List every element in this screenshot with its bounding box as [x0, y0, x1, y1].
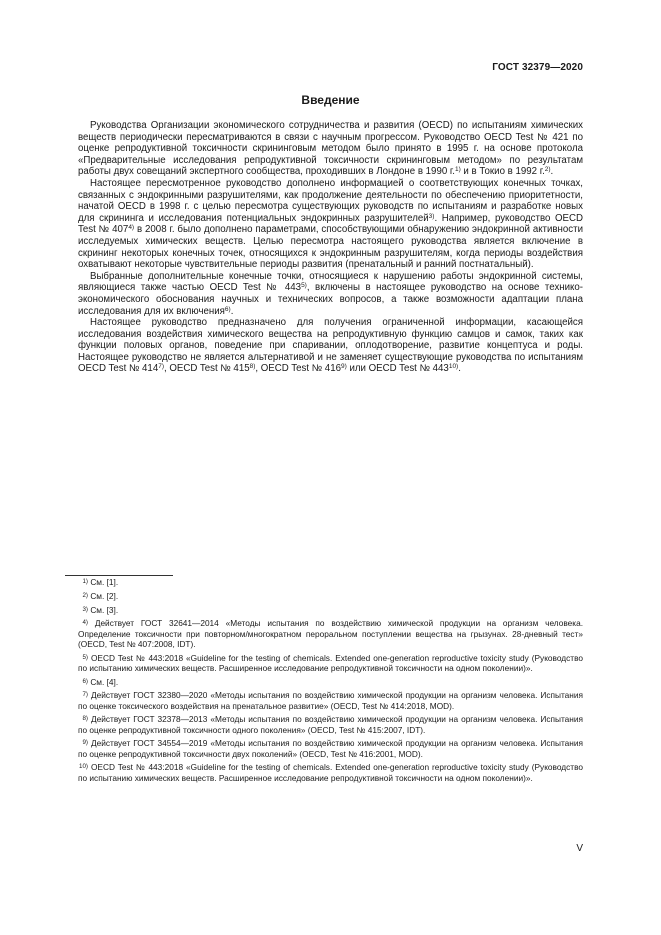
page-number: V — [576, 843, 583, 854]
paragraph — [78, 271, 583, 317]
footnote — [78, 618, 583, 649]
footnote-ref[interactable]: 1) — [454, 166, 461, 174]
footnote — [78, 591, 583, 601]
paragraph — [78, 120, 583, 178]
footnote-mark: 5) — [82, 653, 88, 661]
section-title: Введение — [301, 93, 360, 107]
footnote — [78, 762, 583, 782]
paragraph-text: . — [550, 166, 554, 178]
paragraph-text: . — [230, 305, 234, 317]
footnote-text: Действует ГОСТ 34554—2019 «Методы испытания по воздействию химической продукции на организм человека. Испытания по оценке репродуктивной токсичности двух поколений» (OECD, Test № 416:2001, MOD). — [78, 738, 583, 759]
footnote — [78, 714, 583, 734]
footnote-ref[interactable]: 5) — [301, 282, 307, 290]
footnote-text: OECD Test № 443:2018 «Guideline for the testing of chemicals. Extended one-generation reproductive toxicity study (Руководство по испытанию химических веществ. Расширенное исследование репродуктивной токсичности на одном поколении)». — [78, 652, 583, 673]
paragraph-text: . — [458, 363, 461, 375]
footnotes — [78, 577, 583, 786]
paragraph-text: или OECD Test № 443 — [346, 363, 449, 375]
paragraph-text: , OECD Test № 415 — [164, 363, 250, 375]
footnote — [78, 653, 583, 673]
footnote-text: Действует ГОСТ 32641—2014 «Методы испытания по воздействию химической продукции на организм человека. Определение токсичности при повторном/многократном пероральном поступлении вещества на грызунах. 28-дневный тест» (OECD, Test № 407:2008, IDT). — [78, 618, 584, 649]
paragraph — [78, 178, 583, 271]
footnote-separator — [65, 575, 173, 576]
paragraph-text: Руководства Организации экономического сотрудничества и развития (OECD) по испытаниям химических веществ периодически пересматриваются в связи с научным прогрессом. Руководство OECD Test № 421 по оценке репродуктивной токсичности скрининговым методом было принято в 1995 г. на основе протокола «Предварительные исследования репродуктивной токсичности скрининговым методом» по результатам работы двух совещаний экспертного сообщества, проходивших в Лондоне в 1990 г. — [78, 120, 583, 178]
footnote — [78, 605, 583, 615]
paragraph-text: Настоящее руководство предназначено для получения ограниченной информации, касающейся исследования воздействия химического вещества на репродуктивную функцию самцов и самок, таких как функции половых органов, поведение при спаривании, оплодотворение, развитие концептуса и роды. Настоящее руководство не является альтернативой и не заменяет существующие руководства по испытаниям OECD Test № 414 — [78, 317, 583, 375]
footnote-ref[interactable]: 10) — [448, 363, 459, 371]
footnote-ref[interactable]: 2) — [544, 166, 551, 174]
paragraph-text: Настоящее пересмотренное руководство дополнено информацией о соответствующих конечных точках, связанных с эндокринными разрушителями, как продолжение деятельности по обеспечению приоритетности, начатой OECD в 1998 г. с целью пересмотра существующих руководств по испытаниям и разработке новых для скрининга и исследования потенциальных эндокринных разрушителей — [78, 177, 583, 224]
footnote-text: OECD Test № 443:2018 «Guideline for the testing of chemicals. Extended one-generation reproductive toxicity study (Руководство по испытанию химических веществ. Расширенное исследование репродуктивной токсичности на одном поколении)». — [78, 762, 583, 783]
footnote — [78, 690, 583, 710]
paragraph — [78, 317, 583, 375]
paragraph-text: , включены в настоящее руководство на основе технико-экономического обоснования научных и технических вопросов, а также возможности адаптации плана исследования для их включения — [78, 282, 584, 317]
footnote-mark: 1) — [82, 578, 88, 585]
footnote-mark: 10) — [79, 763, 88, 771]
paragraph-text: . Например, руководство OECD Test № 407 — [78, 212, 583, 236]
standard-code: ГОСТ 32379—2020 — [492, 62, 583, 73]
paragraph-text: Выбранные дополнительные конечные точки, относящиеся к нарушению работы эндокринной системы, являющиеся также частью OECD Test № 443 — [78, 270, 583, 294]
footnote-text: См. [4]. — [90, 676, 119, 687]
introduction-body — [78, 120, 583, 375]
paragraph-text: и в Токио в 1992 г. — [460, 166, 545, 178]
footnote-ref[interactable]: 6) — [224, 305, 231, 313]
footnote-mark: 9) — [82, 739, 88, 747]
footnote-mark: 6) — [82, 677, 88, 685]
footnote-mark: 3) — [82, 605, 88, 613]
footnote — [78, 677, 583, 687]
footnote — [78, 577, 583, 587]
footnote-text: Действует ГОСТ 32378—2013 «Методы испытания по воздействию химической продукции на организм человека. Испытания по оценке репродуктивной токсичности одного поколения» (OECD, Test № 415:2007, IDT). — [78, 714, 583, 735]
footnote-ref[interactable]: 8) — [249, 363, 256, 371]
footnote-ref[interactable]: 7) — [158, 363, 164, 371]
footnote-mark: 8) — [82, 715, 88, 723]
paragraph-text: в 2008 г. было дополнено параметрами, способствующими обнаружению эндокринной активности исследуемых химических веществ. Целью пересмотра настоящего руководства является включение в скрининг некоторых конечных точек, относящихся к эндокринным разрушителям, когда периоды воздействия охватывают некоторые чувствительные периоды развития (пренатальный и ранний постнатальный). — [78, 224, 583, 271]
footnote — [78, 738, 583, 758]
footnote-text: См. [2]. — [90, 590, 119, 601]
footnote-text: Действует ГОСТ 32380—2020 «Методы испытания по воздействию химической продукции на организм человека. Испытания по оценке токсического воздействия на пренатальное развитие» (OECD, Test № 414:2018, MOD). — [78, 690, 583, 711]
footnote-text: См. [3]. — [90, 604, 119, 615]
footnote-mark: 4) — [82, 619, 88, 627]
footnote-text: См. [1]. — [90, 577, 119, 587]
footnote-mark: 2) — [82, 591, 88, 599]
paragraph-text: , OECD Test № 416 — [255, 363, 341, 375]
footnote-ref[interactable]: 9) — [340, 363, 347, 371]
footnote-ref[interactable]: 3) — [428, 212, 435, 220]
footnote-ref[interactable]: 4) — [128, 224, 135, 232]
footnote-mark: 7) — [82, 691, 88, 699]
